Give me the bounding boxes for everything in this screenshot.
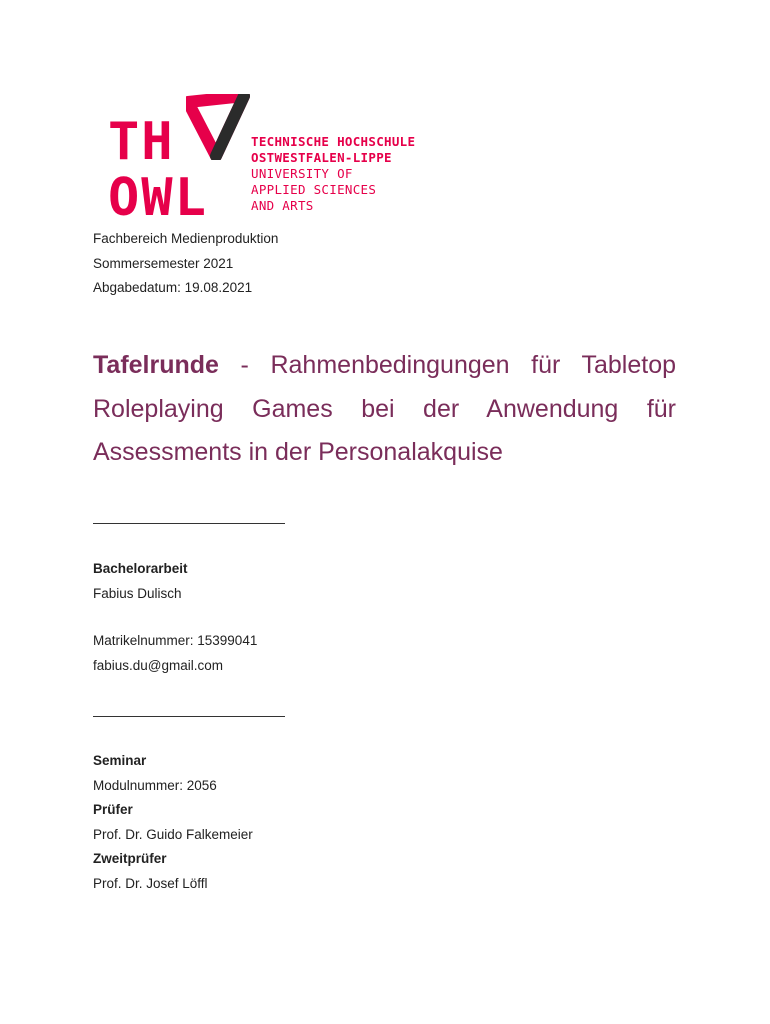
university-logo xyxy=(108,94,438,228)
logo-triangle-icon xyxy=(186,94,250,160)
logo-th-wordmark: TH xyxy=(108,112,175,172)
contact-info xyxy=(93,629,257,678)
divider-1 xyxy=(93,523,285,524)
thesis-title xyxy=(93,344,676,475)
thesis-info xyxy=(93,557,188,606)
due-date: Abgabedatum: 19.08.2021 xyxy=(93,280,253,295)
second-examiner-label: Zweitprüfer xyxy=(93,851,167,866)
logo-line-2: OSTWESTFALEN-LIPPE xyxy=(251,150,392,165)
logo-line-1: TECHNISCHE HOCHSCHULE xyxy=(251,134,416,149)
logo-line-3: UNIVERSITY OF xyxy=(251,166,353,181)
thesis-title-bold: Tafelrunde xyxy=(93,351,219,379)
divider-2 xyxy=(93,716,285,717)
document-meta xyxy=(93,227,278,301)
thesis-title-rest: - Rahmenbedingungen für Tabletop Roleplaying Games bei der Anwendung für Assessments in der Personalakquise xyxy=(93,351,676,466)
logo-line-5: AND ARTS xyxy=(251,198,314,213)
examiner-label: Prüfer xyxy=(93,802,133,817)
department: Fachbereich Medienproduktion xyxy=(93,231,279,246)
thesis-type: Bachelorarbeit xyxy=(93,561,188,576)
author-email: fabius.du@gmail.com xyxy=(93,657,224,673)
second-examiner-name: Prof. Dr. Josef Löffl xyxy=(93,875,208,891)
logo-line-4: APPLIED SCIENCES xyxy=(251,182,377,197)
module-number: Modulnummer: 2056 xyxy=(93,777,217,793)
seminar-heading: Seminar xyxy=(93,753,147,768)
author-name: Fabius Dulisch xyxy=(93,585,182,601)
seminar-info xyxy=(93,749,253,896)
semester: Sommersemester 2021 xyxy=(93,255,234,271)
logo-university-name xyxy=(251,134,415,214)
examiner-name: Prof. Dr. Guido Falkemeier xyxy=(93,826,253,842)
matriculation-number: Matrikelnummer: 15399041 xyxy=(93,633,258,648)
logo-owl-wordmark: OWL xyxy=(108,168,208,228)
